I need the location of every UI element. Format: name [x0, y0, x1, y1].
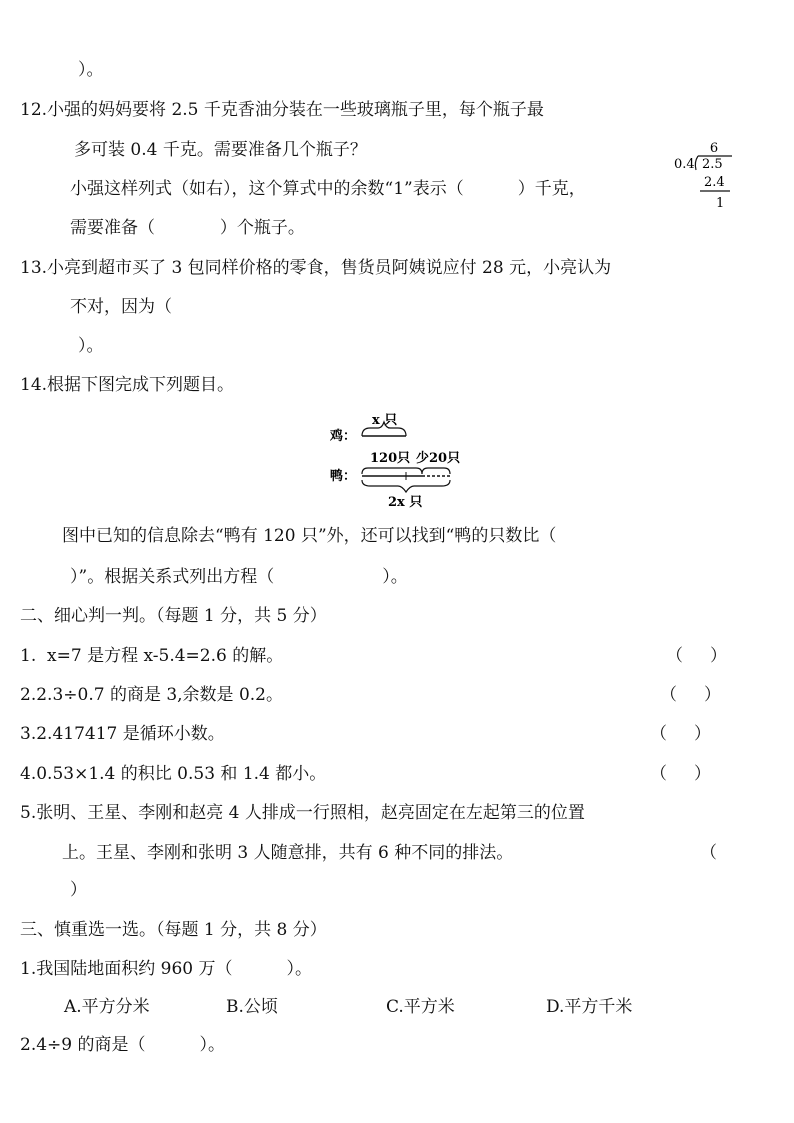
diagram-x-label: x 只 — [372, 413, 398, 428]
q12-line3: 小强这样列式（如右），这个算式中的余数“1”表示（ ）千克， — [70, 179, 586, 199]
q14-line1: 14.根据下图完成下列题目。 — [20, 375, 235, 395]
judge-5-line1: 5.张明、王星、李刚和赵亮 4 人排成一行照相，赵亮固定在左起第三的位置 — [20, 803, 585, 823]
long-division-figure — [672, 140, 742, 220]
judge-3: 3.2.417417 是循环小数。 — [20, 724, 225, 744]
chicken-label: 鸡： — [330, 429, 357, 444]
q13-line2: 不对，因为（ — [70, 297, 172, 317]
division-bracket — [695, 156, 698, 170]
division-remainder: 1 — [716, 196, 725, 211]
division-product: 2.4 — [704, 175, 725, 190]
q12-line1: 12.小强的妈妈要将 2.5 千克香油分装在一些玻璃瓶子里，每个瓶子最 — [20, 100, 544, 120]
q12-line2: 多可装 0.4 千克。需要准备几个瓶子？ — [74, 140, 367, 160]
judge-3-paren: （ ） — [650, 724, 712, 744]
division-dividend: 2.5 — [702, 157, 723, 172]
duck-label: 鸭： — [330, 469, 357, 484]
judge-1: 1. x=7 是方程 x-5.4=2.6 的解。 — [20, 646, 284, 666]
section-2-title: 二、细心判一判。（每题 1 分，共 5 分） — [20, 606, 327, 626]
q11-tail: ）。 — [78, 60, 104, 80]
judge-4: 4.0.53×1.4 的积比 0.53 和 1.4 都小。 — [20, 764, 327, 784]
q12-line4: 需要准备（ ）个瓶子。 — [70, 218, 305, 238]
choice-1: 1.我国陆地面积约 960 万（ ）。 — [20, 959, 313, 979]
choice-1-option-d: D.平方千米 — [546, 997, 633, 1017]
duck-total-brace — [362, 480, 450, 492]
judge-2: 2.2.3÷0.7 的商是 3,余数是 0.2。 — [20, 685, 284, 705]
choice-1-option-b: B.公顷 — [226, 997, 278, 1017]
section-3-title: 三、慎重选一选。（每题 1 分，共 8 分） — [20, 920, 327, 940]
judge-5-paren-open: （ — [700, 843, 717, 863]
judge-2-paren: （ ） — [660, 685, 722, 705]
q14-line2: 图中已知的信息除去“鸭有 120 只”外，还可以找到“鸭的只数比（ — [62, 526, 557, 546]
judge-1-paren: （ ） — [666, 646, 728, 666]
diagram-less: 少20只 — [416, 451, 461, 466]
judge-4-paren: （ ） — [650, 764, 712, 784]
judge-5-paren-close: ） — [70, 880, 87, 900]
division-divisor: 0.4 — [674, 157, 695, 172]
choice-1-option-a: A.平方分米 — [64, 997, 150, 1017]
segment-diagram — [326, 410, 476, 510]
duck-less-brace — [422, 468, 450, 474]
division-quotient: 6 — [709, 141, 719, 156]
q14-line3: ）”。根据关系式列出方程（ ）。 — [70, 567, 408, 587]
choice-2: 2.4÷9 的商是（ ）。 — [20, 1035, 226, 1055]
duck-known-brace — [362, 468, 422, 474]
diagram-2x-label: 2x 只 — [388, 495, 423, 510]
diagram-known: 120只 — [370, 451, 411, 466]
choice-1-option-c: C.平方米 — [386, 997, 455, 1017]
q13-line1: 13.小亮到超市买了 3 包同样价格的零食，售货员阿姨说应付 28 元，小亮认为 — [20, 258, 612, 278]
q13-line3: ）。 — [78, 336, 104, 356]
judge-5-line2: 上。王星、李刚和张明 3 人随意排，共有 6 种不同的排法。 — [62, 843, 514, 863]
